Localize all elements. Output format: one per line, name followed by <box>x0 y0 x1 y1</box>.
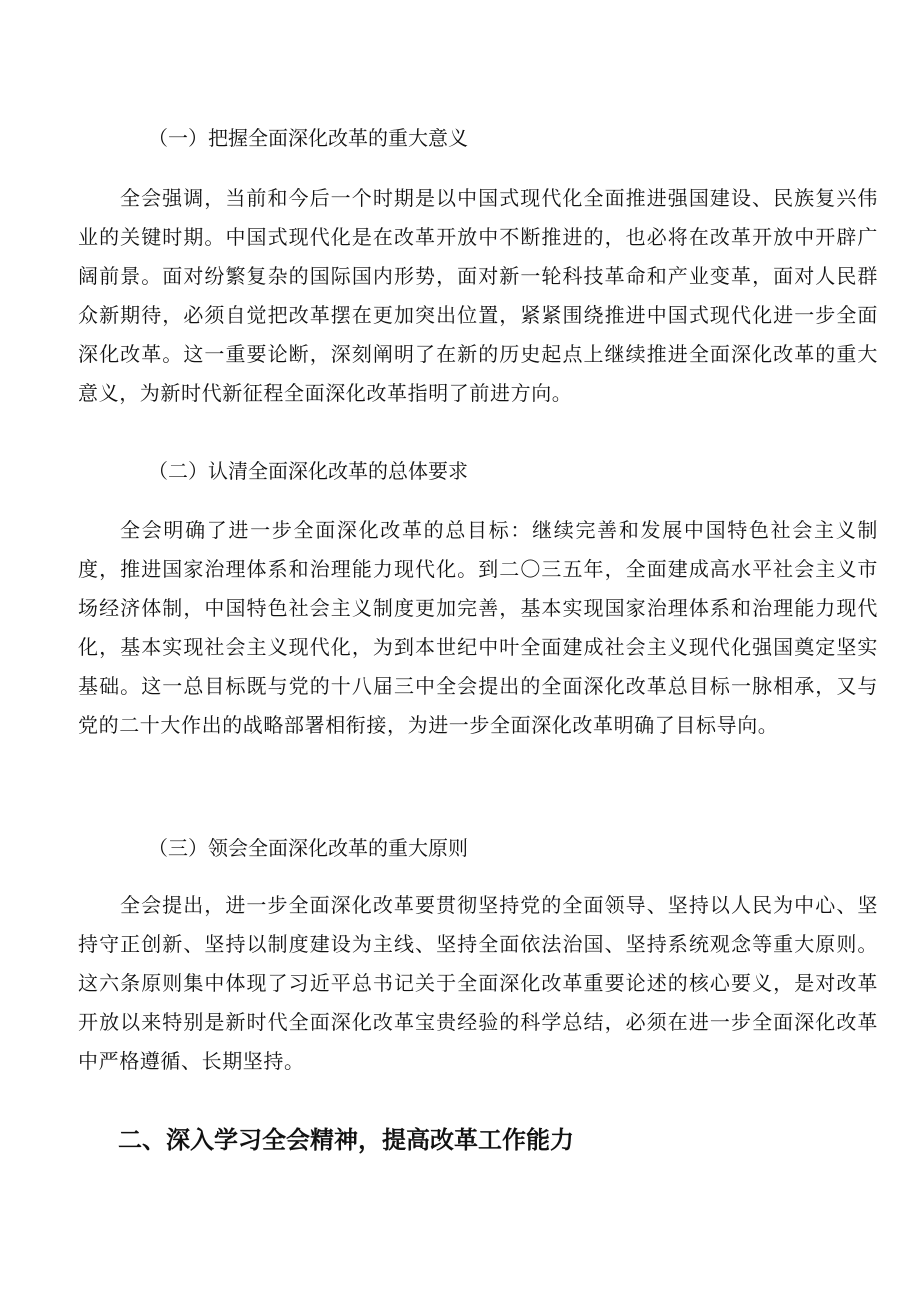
paragraph-1: 全会强调，当前和今后一个时期是以中国式现代化全面推进强国建设、民族复兴伟业的关键时期。中国式现代化是在改革开放中不断推进的，也必将在改革开放中开辟广阔前景。面对纷繁复杂的国际国内形势，面对新一轮科技革命和产业变革，面对人民群众新期待，必须自觉把改革摆在更加突出位置，紧紧围绕推进中国式现代化进一步全面深化改革。这一重要论断，深刻阐明了在新的历史起点上继续推进全面深化改革的重大意义，为新时代新征程全面深化改革指明了前进方向。 <box>78 186 878 405</box>
subheading-3: （三）领会全面深化改革的重大原则 <box>148 836 468 860</box>
subheading-2: （二）认清全面深化改革的总体要求 <box>148 459 468 483</box>
subheading-1: （一）把握全面深化改革的重大意义 <box>148 126 468 150</box>
section-heading: 二、深入学习全会精神，提高改革工作能力 <box>118 1126 574 1154</box>
paragraph-3: 全会提出，进一步全面深化改革要贯彻坚持党的全面领导、坚持以人民为中心、坚持守正创新、坚持以制度建设为主线、坚持全面依法治国、坚持系统观念等重大原则。这六条原则集中体现了习近平总书记关于全面深化改革重要论述的核心要义，是对改革开放以来特别是新时代全面深化改革宝贵经验的科学总结，必须在进一步全面深化改革中严格遵循、长期坚持。 <box>78 893 878 1073</box>
paragraph-2: 全会明确了进一步全面深化改革的总目标：继续完善和发展中国特色社会主义制度，推进国家治理体系和治理能力现代化。到二〇三五年，全面建成高水平社会主义市场经济体制，中国特色社会主义制度更加完善，基本实现国家治理体系和治理能力现代化，基本实现社会主义现代化，为到本世纪中叶全面建成社会主义现代化强国奠定坚实基础。这一总目标既与党的十八届三中全会提出的全面深化改革总目标一脉相承，又与党的二十大作出的战略部署相衔接，为进一步全面深化改革明确了目标导向。 <box>78 518 878 737</box>
